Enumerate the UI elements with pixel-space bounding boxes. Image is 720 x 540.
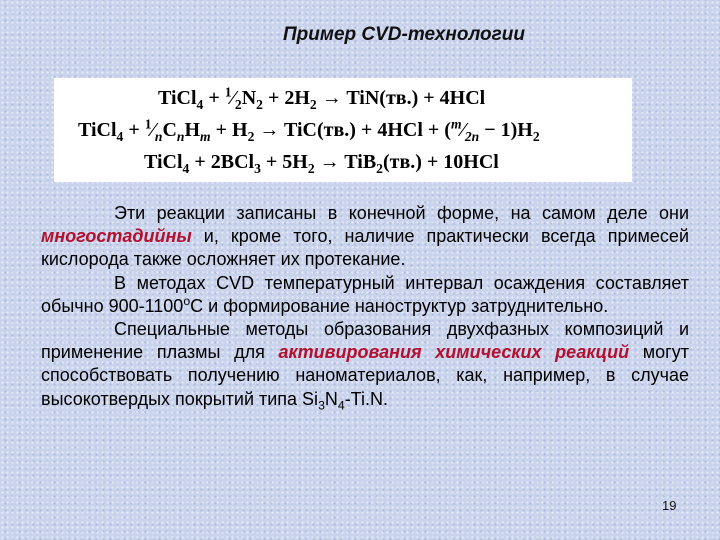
equation-tic: TiCl$_4$ + $^1⁄_nC_nH_m + H_2 \to TiC(тв.) + 4HCl$ + $(^m⁄_{2n} - 1)H_2$	[78, 116, 540, 144]
equation-tib2: TiCl$_4$ + $2BCl_3 + 5H_2 \to TiB_2(тв.) + 10HCl$	[144, 151, 499, 176]
paragraph-temperature: В методах CVD температурный интервал осаждения составляет обычно $900-1100^оС$ и формирование наноструктур затруднительно.	[41, 272, 689, 316]
highlight-activation: активирования химических реакций	[278, 342, 630, 363]
equation-tin: TiCl$_4$ + $^1⁄_2N_2 + 2H_2 \to TiN(тв.) + 4HCl$	[158, 84, 486, 112]
body-text	[41, 202, 689, 411]
highlight-multistage: многостадийны	[41, 226, 192, 247]
paragraph-plasma: Специальные методы образования двухфазных композиций и применение плазмы для активирования химических реакций могут способствовать получению наноматериалов, как, например, в случае высокотвердых покрытий типа $Si_3N_4-Ti.N$.	[41, 319, 689, 413]
paragraph-reactions: Эти реакции записаны в конечной форме, на самом деле они многостадийны и, кроме того, наличие практически всегда примесей кислорода также осложняет их протекание.	[41, 203, 689, 270]
equations-panel	[54, 78, 632, 182]
slide-title: Пример CVD-технологии	[283, 24, 525, 45]
page-number: 19	[662, 498, 677, 513]
